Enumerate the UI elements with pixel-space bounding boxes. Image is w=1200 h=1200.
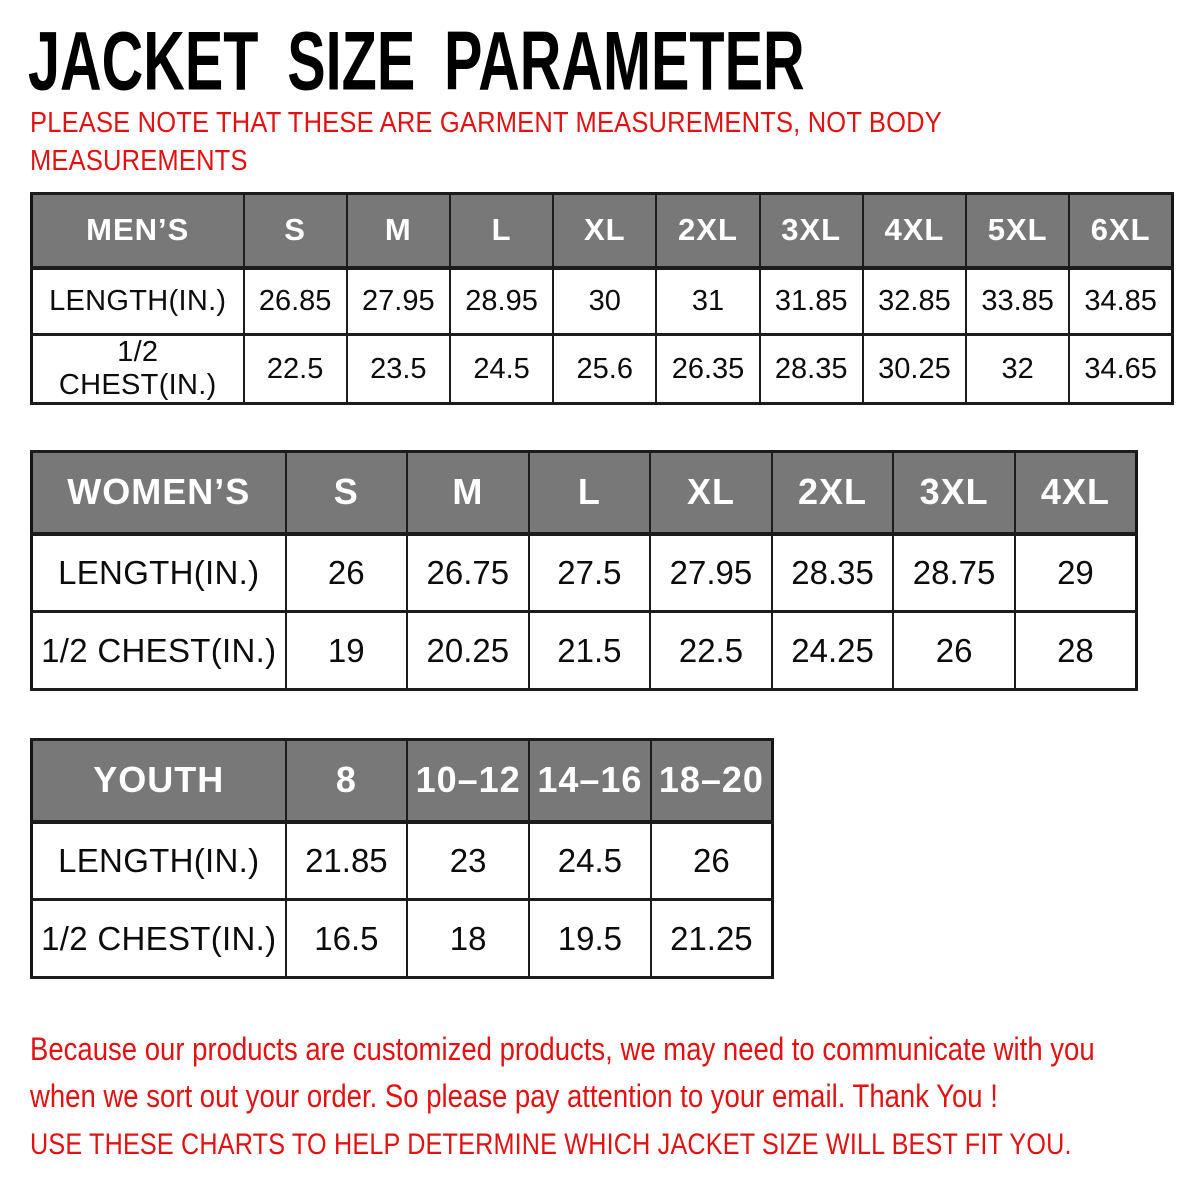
womens-size-value: 21.5 — [529, 612, 651, 690]
mens-size-value: 26.85 — [244, 268, 347, 335]
womens-size-value: 27.95 — [650, 534, 772, 612]
womens-size-header: 3XL — [893, 452, 1015, 534]
chart-usage-note: USE THESE CHARTS TO HELP DETERMINE WHICH JACKET SIZE WILL BEST FIT YOU. — [30, 1128, 1072, 1161]
mens-size-header: 2XL — [656, 194, 759, 268]
page-title: JACKET SIZE PARAMETER — [28, 15, 805, 108]
youth-row-label: LENGTH(IN.) — [32, 822, 286, 900]
mens-size-header: S — [244, 194, 347, 268]
note-line-1: PLEASE NOTE THAT THESE ARE GARMENT MEASUREMENTS, NOT BODY — [30, 107, 942, 139]
youth-size-value: 18 — [407, 900, 529, 978]
womens-size-value: 26 — [286, 534, 408, 612]
womens-table-title: WOMEN’S — [32, 452, 286, 534]
mens-row-label: LENGTH(IN.) — [32, 268, 244, 335]
womens-header-row — [32, 452, 1137, 534]
womens-size-header: S — [286, 452, 408, 534]
womens-size-value: 28.75 — [893, 534, 1015, 612]
youth-size-value: 23 — [407, 822, 529, 900]
mens-header-row — [32, 194, 1173, 268]
mens-size-value: 34.65 — [1069, 335, 1172, 404]
womens-size-value: 20.25 — [407, 612, 529, 690]
garment-measurement-note — [30, 104, 942, 180]
youth-size-value: 26 — [651, 822, 773, 900]
customization-notice — [30, 1026, 1095, 1120]
youth-data-row — [32, 822, 773, 900]
youth-size-table — [30, 738, 774, 979]
womens-row-label: LENGTH(IN.) — [32, 534, 286, 612]
youth-size-header: 10–12 — [407, 740, 529, 822]
youth-row-label: 1/2 CHEST(IN.) — [32, 900, 286, 978]
youth-size-value: 16.5 — [286, 900, 408, 978]
womens-size-header: M — [407, 452, 529, 534]
womens-size-value: 29 — [1015, 534, 1137, 612]
youth-size-value: 21.25 — [651, 900, 773, 978]
youth-table-title: YOUTH — [32, 740, 286, 822]
mens-size-value: 26.35 — [656, 335, 759, 404]
mens-size-value: 30.25 — [863, 335, 966, 404]
mens-size-header: M — [347, 194, 450, 268]
note-line-2: MEASUREMENTS — [30, 145, 248, 177]
mens-size-value: 33.85 — [966, 268, 1069, 335]
mens-row-label: 1/2 CHEST(IN.) — [32, 335, 244, 404]
womens-size-header: 2XL — [772, 452, 894, 534]
mens-size-header: L — [450, 194, 553, 268]
mens-size-header: 5XL — [966, 194, 1069, 268]
youth-header-row — [32, 740, 773, 822]
mens-size-value: 22.5 — [244, 335, 347, 404]
mens-size-value: 28.35 — [760, 335, 863, 404]
womens-size-value: 28 — [1015, 612, 1137, 690]
womens-size-value: 19 — [286, 612, 408, 690]
mens-size-header: 6XL — [1069, 194, 1172, 268]
womens-size-header: L — [529, 452, 651, 534]
womens-size-value: 26.75 — [407, 534, 529, 612]
youth-size-value: 19.5 — [529, 900, 651, 978]
womens-size-table — [30, 450, 1138, 691]
youth-size-value: 21.85 — [286, 822, 408, 900]
youth-data-row — [32, 900, 773, 978]
womens-size-header: XL — [650, 452, 772, 534]
womens-size-value: 22.5 — [650, 612, 772, 690]
mens-size-value: 25.6 — [553, 335, 656, 404]
mens-size-value: 32 — [966, 335, 1069, 404]
mens-size-value: 28.95 — [450, 268, 553, 335]
mens-size-value: 32.85 — [863, 268, 966, 335]
mens-size-value: 30 — [553, 268, 656, 335]
womens-data-row — [32, 612, 1137, 690]
womens-size-value: 28.35 — [772, 534, 894, 612]
mens-data-row — [32, 335, 1173, 404]
womens-size-value: 27.5 — [529, 534, 651, 612]
youth-size-header: 14–16 — [529, 740, 651, 822]
customization-notice-line-2: when we sort out your order. So please pay attention to your email. Thank You ! — [30, 1078, 998, 1114]
womens-size-value: 24.25 — [772, 612, 894, 690]
mens-data-row — [32, 268, 1173, 335]
womens-row-label: 1/2 CHEST(IN.) — [32, 612, 286, 690]
womens-data-row — [32, 534, 1137, 612]
mens-size-table — [30, 192, 1174, 405]
mens-size-header: 3XL — [760, 194, 863, 268]
mens-table-title: MEN’S — [32, 194, 244, 268]
womens-size-header: 4XL — [1015, 452, 1137, 534]
youth-size-header: 8 — [286, 740, 408, 822]
customization-notice-line-1: Because our products are customized products, we may need to communicate with you — [30, 1031, 1095, 1067]
womens-size-value: 26 — [893, 612, 1015, 690]
mens-size-value: 23.5 — [347, 335, 450, 404]
mens-size-value: 31.85 — [760, 268, 863, 335]
mens-size-header: XL — [553, 194, 656, 268]
youth-size-value: 24.5 — [529, 822, 651, 900]
mens-size-value: 31 — [656, 268, 759, 335]
youth-size-header: 18–20 — [651, 740, 773, 822]
mens-size-header: 4XL — [863, 194, 966, 268]
mens-size-value: 24.5 — [450, 335, 553, 404]
mens-size-value: 34.85 — [1069, 268, 1172, 335]
mens-size-value: 27.95 — [347, 268, 450, 335]
